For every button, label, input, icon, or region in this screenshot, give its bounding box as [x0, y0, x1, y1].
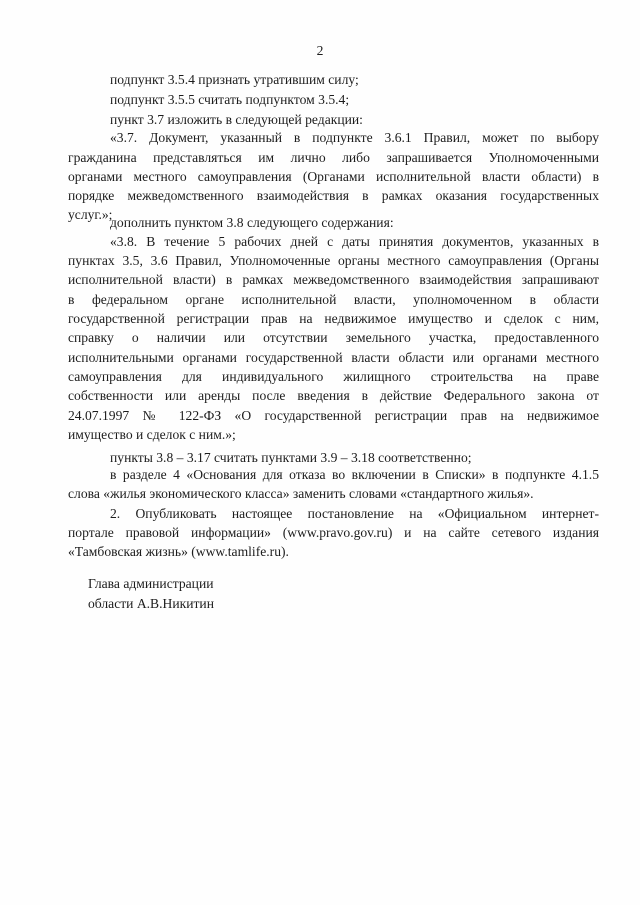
- text-line: имущество и сделок с ним.»;: [68, 427, 236, 442]
- text-line: пунктах 3.5, 3.6 Правил, Уполномоченные органы местного самоуправления (Органы: [68, 253, 599, 268]
- text-line: порядке межведомственного взаимодействия в рамках оказания государственных: [68, 188, 599, 203]
- text-line: справку о наличии или отсутствии земельного участка, предоставленного: [68, 330, 599, 345]
- text-line: дополнить пунктом 3.8 следующего содержания:: [110, 215, 394, 230]
- signature-title: Глава администрации: [88, 576, 214, 591]
- text-line: портале правовой информации» (www.pravo.gov.ru) и на сайте сетевого издания: [68, 525, 599, 540]
- text-line: пункты 3.8 – 3.17 считать пунктами 3.9 – 3.18 соответственно;: [110, 450, 472, 465]
- text-line: собственности или аренды после введения в действие Федерального закона от: [68, 388, 599, 403]
- text-line: слова «жилья экономического класса» заменить словами «стандартного жилья».: [68, 486, 534, 501]
- text-line: услуг.»;: [68, 207, 113, 222]
- text-line: в федеральном органе исполнительной власти, уполномоченном в области: [68, 292, 599, 307]
- text-line: государственной регистрации прав на недвижимое имущество и сделок с ним,: [68, 311, 599, 326]
- text-line: в разделе 4 «Основания для отказа во включении в Списки» в подпункте 4.1.5: [110, 467, 599, 482]
- text-line: подпункт 3.5.5 считать подпунктом 3.5.4;: [110, 92, 350, 107]
- text-line: 24.07.1997 № 122-ФЗ «О государственной регистрации прав на недвижимое: [68, 408, 599, 423]
- text-line: «3.8. В течение 5 рабочих дней с даты принятия документов, указанных в: [110, 234, 599, 249]
- text-line: подпункт 3.5.4 признать утратившим силу;: [110, 72, 359, 87]
- text-line: 2. Опубликовать настоящее постановление на «Официальном интернет-: [110, 506, 599, 521]
- page-number: 2: [316, 43, 324, 58]
- text-line: пункт 3.7 изложить в следующей редакции:: [110, 112, 363, 127]
- text-line: исполнительной власти) в рамках межведомственного взаимодействия запрашивают: [68, 272, 599, 287]
- text-line: органами местного самоуправления (Органами исполнительной власти области) в: [68, 169, 599, 184]
- text-line: гражданина представляться им лично либо запрашивается Уполномоченными: [68, 150, 599, 165]
- text-line: самоуправления для индивидуального жилищного строительства на праве: [68, 369, 599, 384]
- text-line: «Тамбовская жизнь» (www.tamlife.ru).: [68, 544, 289, 559]
- signature-name: области А.В.Никитин: [88, 596, 214, 611]
- text-line: исполнительными органами государственной власти области или органами местного: [68, 350, 599, 365]
- text-line: «3.7. Документ, указанный в подпункте 3.6.1 Правил, может по выбору: [110, 130, 599, 145]
